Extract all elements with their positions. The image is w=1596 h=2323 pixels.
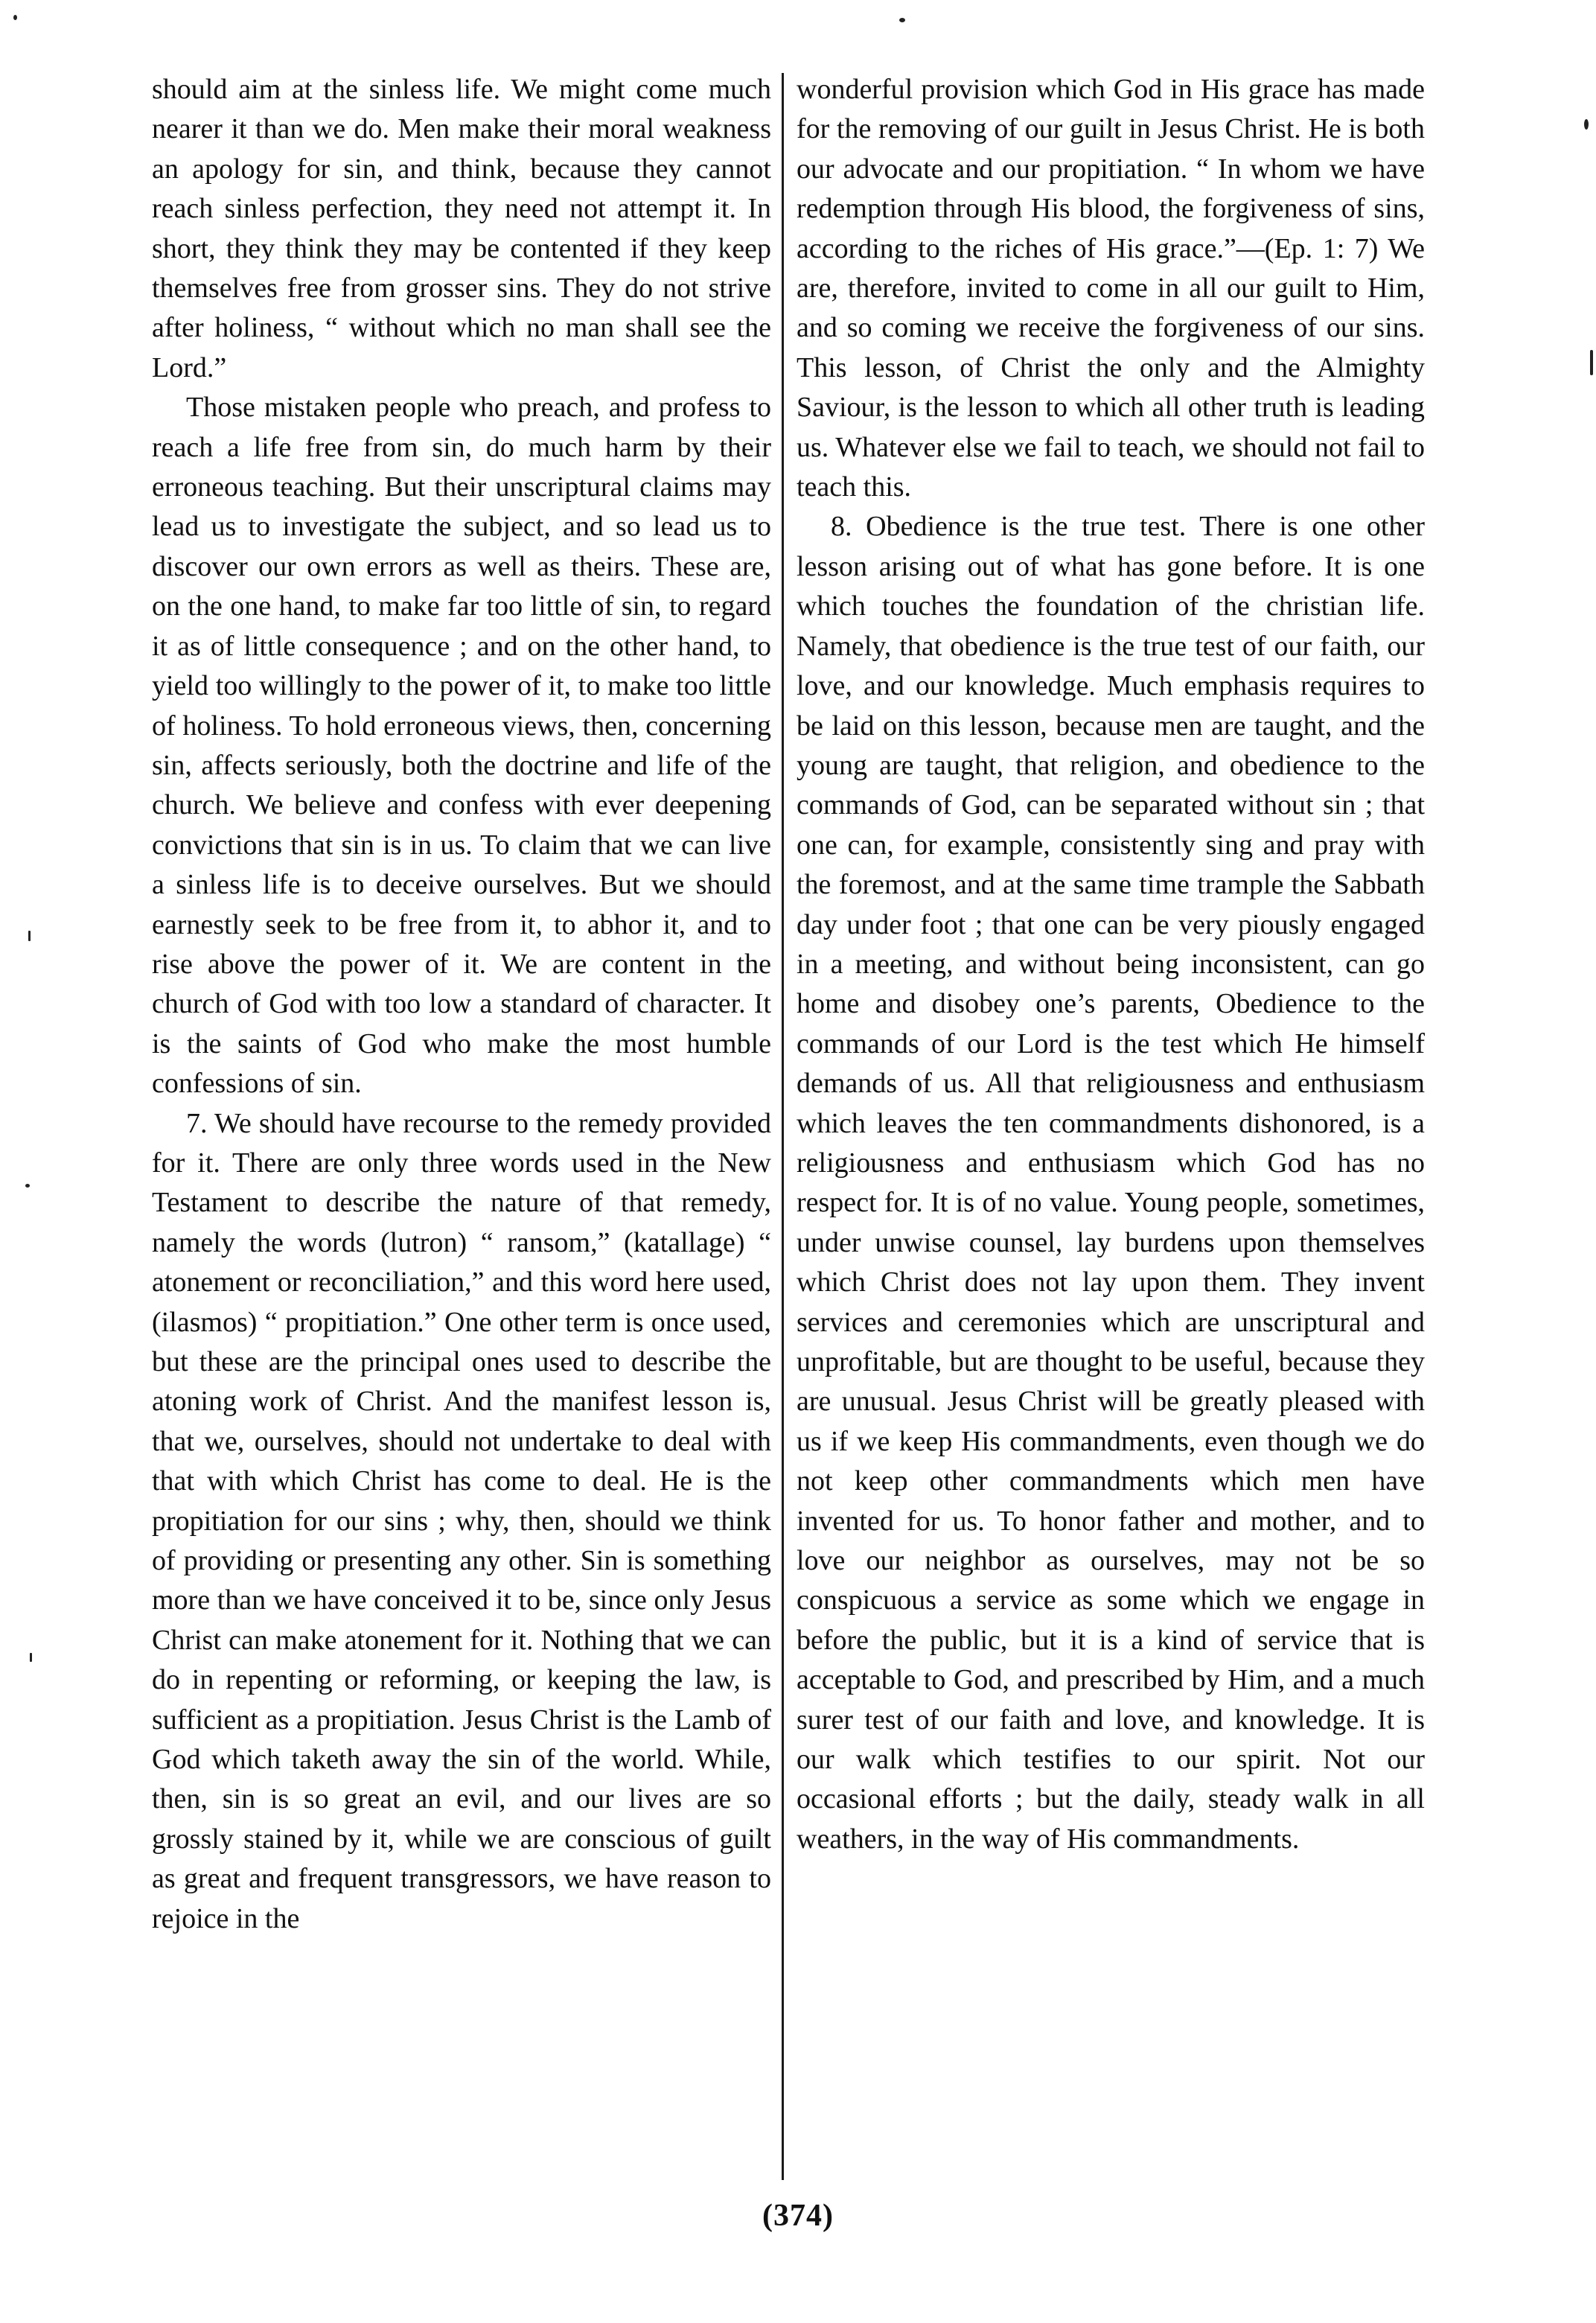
scan-speck [899,18,905,22]
scan-speck [1584,119,1589,130]
scan-speck [13,15,17,20]
right-column [797,70,1425,1859]
page-number: (374) [762,2199,834,2233]
paragraph: 8. Obedience is the true test. There is one other lesson arising out of what has gone before. It is one which touches the foundation of the christian life. Namely, that obedience is the true test of our faith, our love, and our knowledge. Much emphasis requires to be laid on this lesson, because men are taught, and the young are taught, that religion, and obedience to the commands of God, can be separated without sin ; that one can, for example, consistently sing and pray with the foremost, and at the same time trample the Sabbath day under foot ; that one can be very piously engaged in a meeting, and without being inconsistent, can go home and disobey one’s parents, Obedience to the commands of our Lord is the test which He himself demands of us. All that religiousness and enthusiasm which leaves the ten commandments dishonored, is a religiousness and enthusiasm which God has no respect for. It is of no value. Young people, sometimes, under unwise counsel, lay burdens upon themselves which Christ does not lay upon them. They invent services and ceremonies which are unscriptural and unprofitable, but are thought to be useful, because they are unusual. Jesus Christ will be greatly pleased with us if we keep His commandments, even though we do not keep other commandments which men have invented for us. To honor father and mother, and to love our neighbor as ourselves, may not be so conspicuous a service as some which we engage in before the public, but it is a kind of service that is acceptable to God, and prescribed by Him, and a much surer test of our faith and love, and knowledge. It is our walk which testifies to our spirit. Not our occasional efforts ; but the daily, steady walk in all weathers, in the way of His commandments. [797,511,1425,1855]
paragraph: 7. We should have recourse to the remedy provided for it. There are only three words used in the New Testament to describe the nature of that remedy, namely the words (lutron) “ ransom,” (katallage) “ atonement or reconciliation,” and this word here used, (ilasmos) “ propitiation.” One other term is once used, but these are the principal ones used to describe the atoning work of Christ. And the manifest lesson is, that we, ourselves, should not undertake to deal with that with which Christ has come to deal. He is the propitiation for our sins ; why, then, should we think of providing or presenting any other. Sin is something more than we have conceived it to be, since only Jesus Christ can make atonement for it. Nothing that we can do in repenting or reforming, or keeping the law, is sufficient as a propitiation. Jesus Christ is the Lamb of God which taketh away the sin of the world. While, then, sin is so great an evil, and our lives are so grossly stained by it, while we are conscious of guilt as great and frequent transgressors, we have reason to rejoice in the [152,1107,771,1934]
scan-speck [1590,350,1593,375]
scan-speck [25,1184,30,1188]
scan-speck [30,1653,32,1662]
left-column [152,70,771,1939]
paragraph: should aim at the sinless life. We might come much nearer it than we do. Men make their moral weakness an apology for sin, and think, because they cannot reach sinless perfection, they need not attempt it. In short, they think they may be contented if they keep themselves free from grosser sins. They do not strive after holiness, “ without which no man shall see the Lord.” [152,74,771,383]
scan-speck [28,931,31,941]
paragraph: wonderful provision which God in His grace has made for the removing of our guilt in Jesus Christ. He is both our advocate and our propitiation. “ In whom we have redemption through His blood, the forgiveness of sins, according to the riches of His grace.”—(Ep. 1: 7) We are, therefore, invited to come in all our guilt to Him, and so coming we receive the forgiveness of our sins. This lesson, of Christ the only and the Almighty Saviour, is the lesson to which all other truth is leading us. Whatever else we fail to teach, we should not fail to teach this. [797,74,1425,503]
paragraph: Those mistaken people who preach, and profess to reach a life free from sin, do much harm by their erroneous teaching. But their unscriptural claims may lead us to investigate the subject, and so lead us to discover our own errors as well as theirs. These are, on the one hand, to make far too little of sin, to regard it as of little consequence ; and on the other hand, to yield too willingly to the power of it, to make too little of holiness. To hold erroneous views, then, concerning sin, affects seriously, both the doctrine and life of the church. We believe and confess with ever deepening convictions that sin is in us. To claim that we can live a sinless life is to deceive ourselves. But we should earnestly seek to be free from it, to abhor it, and to rise above the power of it. We are content in the church of God with too low a standard of character. It is the saints of God who make the most humble confessions of sin. [152,392,771,1100]
column-divider [782,73,784,2180]
